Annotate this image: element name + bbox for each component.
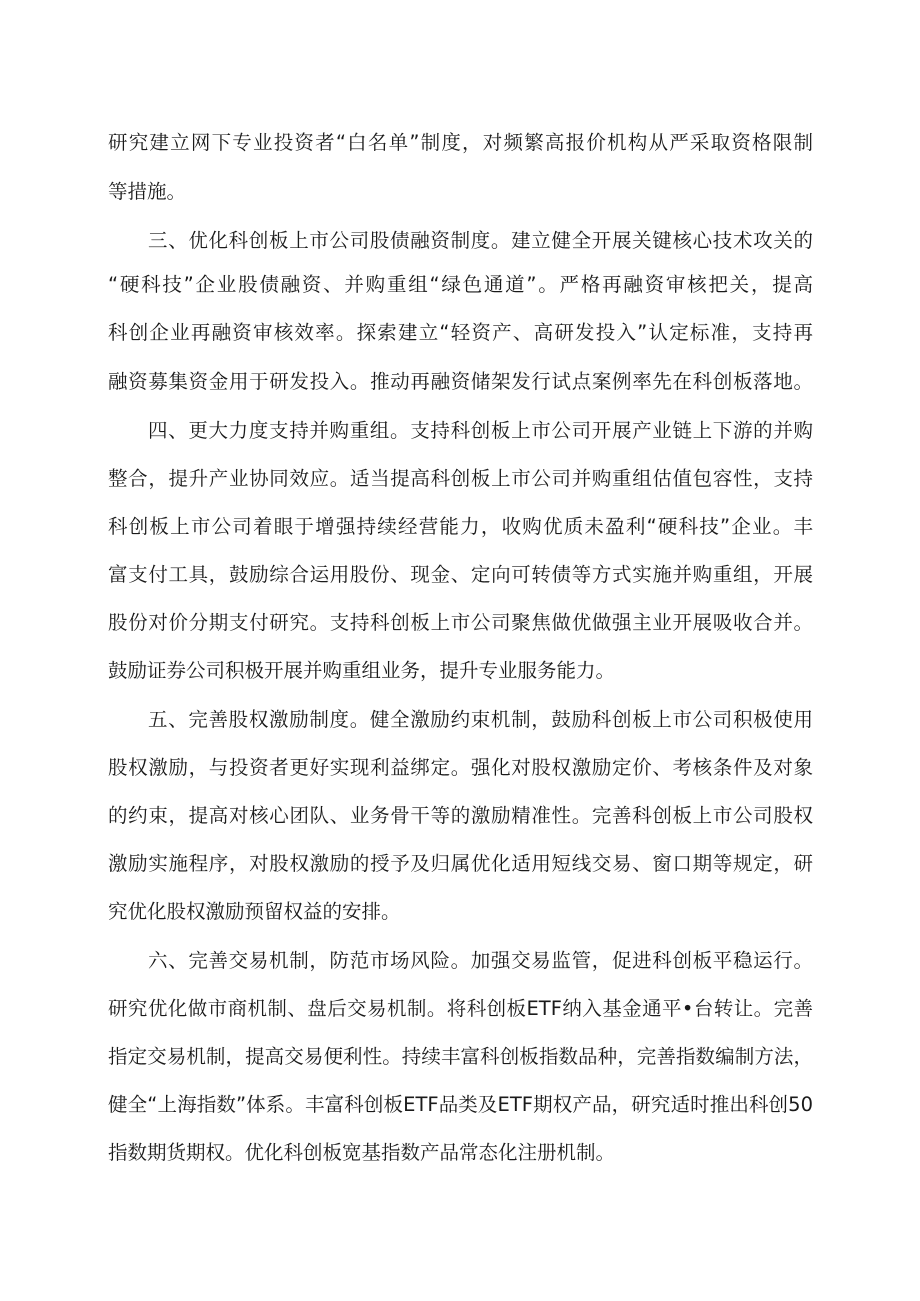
paragraph-1-line-2: 等措施。 [108, 180, 187, 203]
paragraph-1-line-1: 研究建立网下专业投资者“白名单”制度，对频繁高报价机构从严采取资格限制 [108, 131, 813, 154]
paragraph-4-line-2: 股权激励，与投资者更好实现利益绑定。强化对股权激励定价、考核条件及对象 [108, 756, 813, 779]
paragraph-5-line-2: 研究优化做市商机制、盘后交易机制。将科创板ETF纳入基金通平•台转让。完善 [108, 997, 813, 1020]
paragraph-3-line-4: 富支付工具，鼓励综合运用股份、现金、定向可转债等方式实施并购重组，开展 [108, 563, 813, 586]
paragraph-4-line-1: 五、完善股权激励制度。健全激励约束机制，鼓励科创板上市公司积极使用 [148, 708, 813, 731]
paragraph-2-line-1: 三、优化科创板上市公司股债融资制度。建立健全开展关键核心技术攻关的 [148, 229, 813, 252]
paragraph-4-line-4: 激励实施程序，对股权激励的授予及归属优化适用短线交易、窗口期等规定，研 [108, 852, 813, 875]
paragraph-3-line-2: 整合，提升产业协同效应。适当提高科创板上市公司并购重组估值包容性，支持 [108, 467, 813, 490]
paragraph-2-line-3: 科创企业再融资审核效率。探索建立“轻资产、高研发投入”认定标准，支持再 [108, 321, 813, 344]
paragraph-3-line-5: 股份对价分期支付研究。支持科创板上市公司聚焦做优做强主业开展吸收合并。 [108, 611, 813, 634]
paragraph-5-line-4: 健全“上海指数”体系。丰富科创板ETF品类及ETF期权产品，研究适时推出科创50 [108, 1093, 813, 1116]
paragraph-5-line-1: 六、完善交易机制，防范市场风险。加强交易监管，促进科创板平稳运行。 [148, 949, 813, 972]
paragraph-2-line-4: 融资募集资金用于研发投入。推动再融资储架发行试点案例率先在科创板落地。 [108, 370, 813, 393]
paragraph-4-line-5: 究优化股权激励预留权益的安排。 [108, 900, 401, 923]
paragraph-3-line-6: 鼓励证券公司积极开展并购重组业务，提升专业服务能力。 [108, 659, 616, 682]
paragraph-2-line-2: “硬科技”企业股债融资、并购重组“绿色通道”。严格再融资审核把关，提高 [108, 273, 813, 296]
paragraph-3-line-1: 四、更大力度支持并购重组。支持科创板上市公司开展产业链上下游的并购 [148, 419, 813, 442]
paragraph-5-line-3: 指定交易机制，提高交易便利性。持续丰富科创板指数品种，完善指数编制方法， [108, 1045, 813, 1068]
paragraph-5-line-5: 指数期货期权。优化科创板宽基指数产品常态化注册机制。 [108, 1141, 616, 1164]
paragraph-4-line-3: 的约束，提高对核心团队、业务骨干等的激励精准性。完善科创板上市公司股权 [108, 804, 813, 827]
paragraph-3-line-3: 科创板上市公司着眼于增强持续经营能力，收购优质未盈利“硬科技”企业。丰 [108, 515, 813, 538]
